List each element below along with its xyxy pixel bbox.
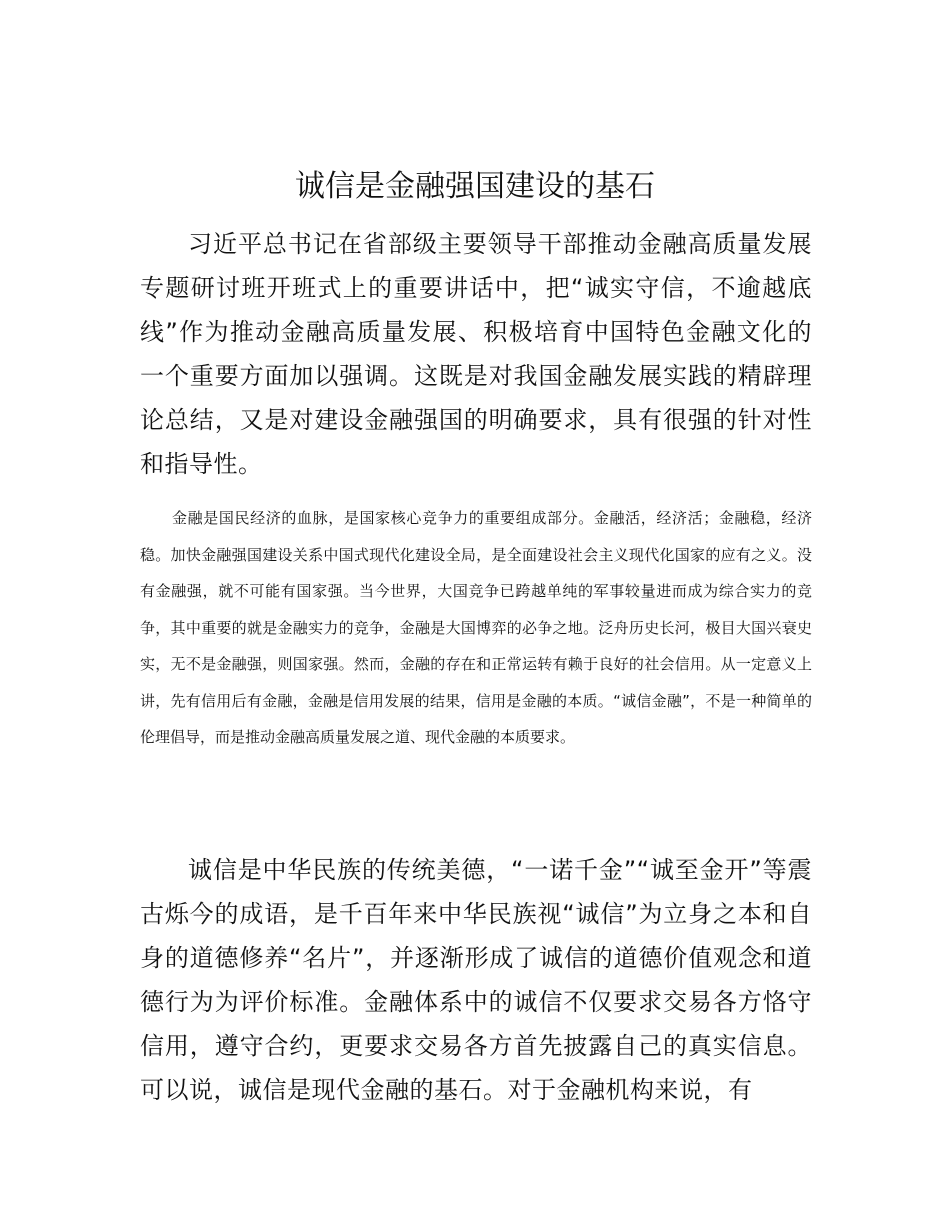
document-title: 诚信是金融强国建设的基石 bbox=[295, 169, 655, 204]
paragraph-1: 习近平总书记在省部级主要领导干部推动金融高质量发展专题研讨班开班式上的重要讲话中，把“诚实守信，不逾越底线”作为推动金融高质量发展、积极培育中国特色金融文化的一个重要方面加以强调。这既是对我国金融发展实践的精辟理论总结，又是对建设金融强国的明确要求，具有很强的针对性和指导性。 bbox=[140, 230, 812, 478]
paragraph-3: 诚信是中华民族的传统美德，“一诺千金”“诚至金开”等震古烁今的成语，是千百年来中华民族视“诚信”为立身之本和自身的道德修养“名片”，并逐渐形成了诚信的道德价值观念和道德行为为评价标准。金融体系中的诚信不仅要求交易各方恪守信用，遵守合约，更要求交易各方首先披露自己的真实信息。可以说，诚信是现代金融的基石。对于金融机构来说，有 bbox=[140, 856, 812, 1104]
paragraph-2: 金融是国民经济的血脉，是国家核心竞争力的重要组成部分。金融活，经济活；金融稳，经济稳。加快金融强国建设关系中国式现代化建设全局，是全面建设社会主义现代化国家的应有之义。没有金融强，就不可能有国家强。当今世界，大国竞争已跨越单纯的军事较量进而成为综合实力的竞争，其中重要的就是金融实力的竞争，金融是大国博弈的必争之地。泛舟历史长河，极目大国兴衰史实，无不是金融强，则国家强。然而，金融的存在和正常运转有赖于良好的社会信用。从一定意义上讲，先有信用后有金融，金融是信用发展的结果，信用是金融的本质。“诚信金融”，不是一种简单的伦理倡导，而是推动金融高质量发展之道、现代金融的本质要求。 bbox=[140, 509, 812, 746]
